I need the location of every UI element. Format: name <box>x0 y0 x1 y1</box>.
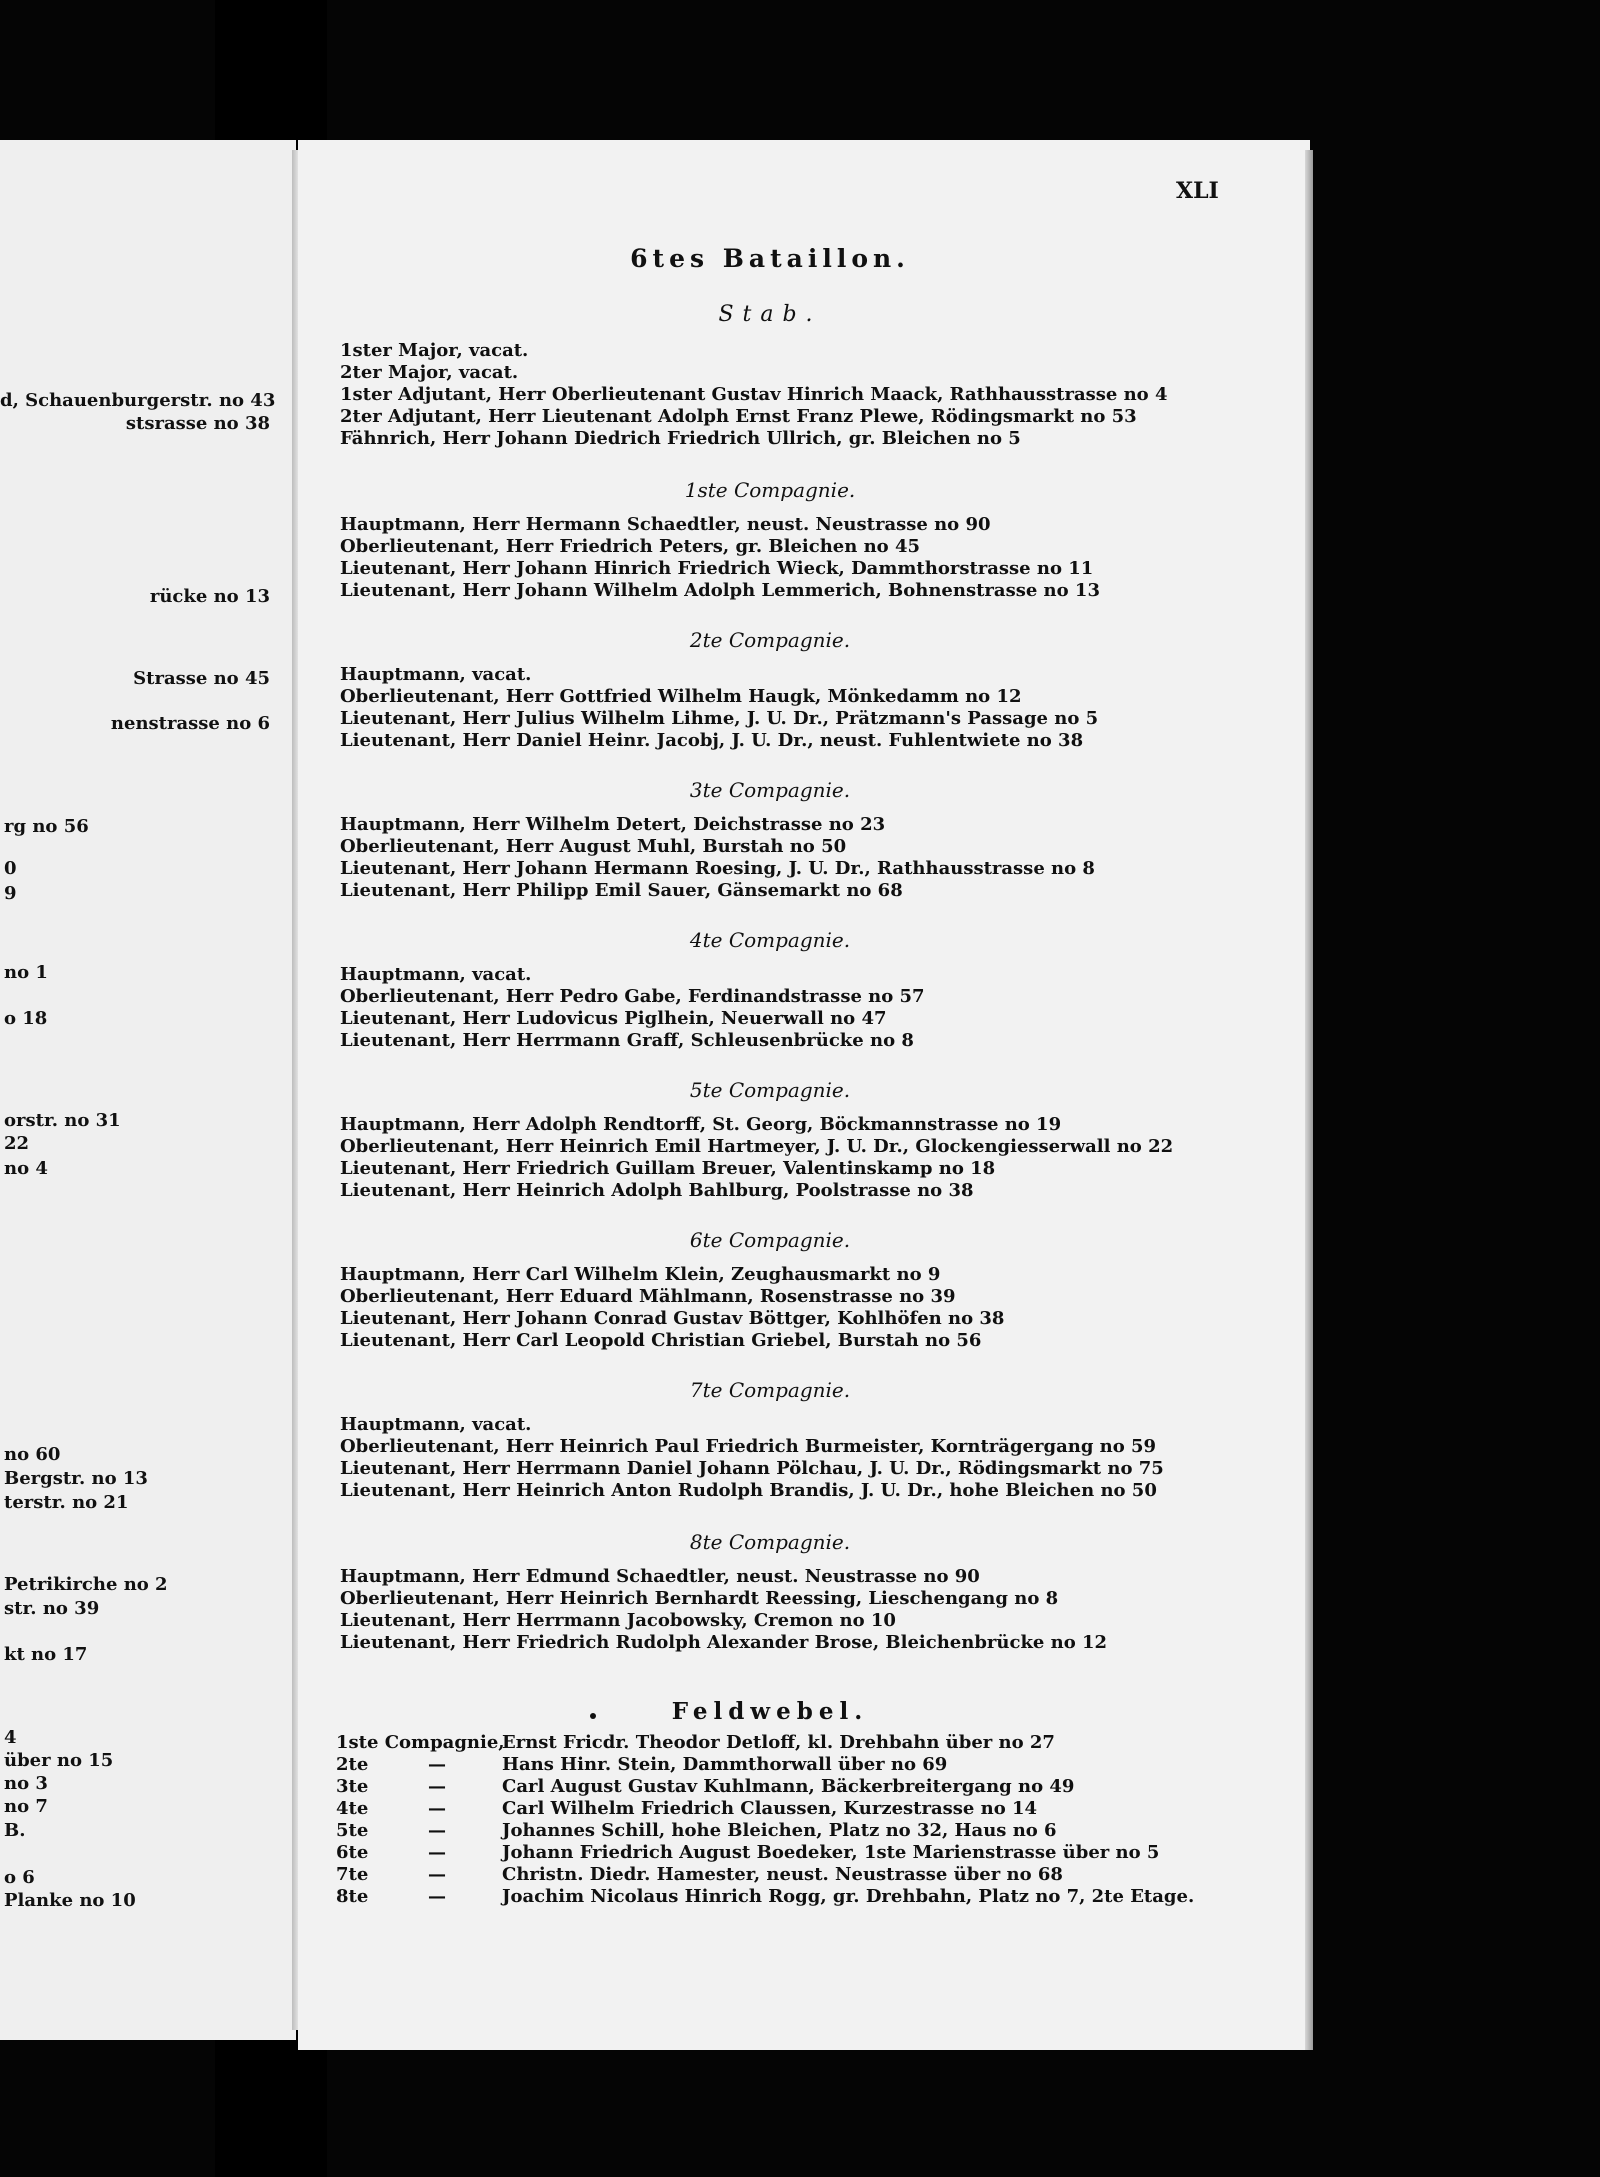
feldwebel-name: Johannes Schill, hohe Bleichen, Platz no 32, Haus no 6 <box>502 1820 1057 1841</box>
company-6-entry: Oberlieutenant, Herr Eduard Mählmann, Rosenstrasse no 39 <box>340 1286 956 1307</box>
feldwebel-name: Hans Hinr. Stein, Dammthorwall über no 69 <box>502 1754 948 1775</box>
left-page-fragment: no 7 <box>4 1796 48 1817</box>
company-7-entry: Lieutenant, Herr Herrmann Daniel Johann Pölchau, J. U. Dr., Rödingsmarkt no 75 <box>340 1458 1164 1479</box>
feldwebel-dash: — <box>428 1886 446 1907</box>
left-page <box>0 140 296 2040</box>
left-page-fragment: o 6 <box>4 1867 35 1888</box>
feldwebel-name: Carl August Gustav Kuhlmann, Bäckerbreitergang no 49 <box>502 1776 1075 1797</box>
company-3-entry: Oberlieutenant, Herr August Muhl, Burstah no 50 <box>340 836 847 857</box>
stab-entry: 2ter Adjutant, Herr Lieutenant Adolph Ernst Franz Plewe, Rödingsmarkt no 53 <box>340 406 1137 427</box>
feldwebel-dash: — <box>428 1776 446 1797</box>
company-2-entry: Oberlieutenant, Herr Gottfried Wilhelm Haugk, Mönkedamm no 12 <box>340 686 1022 707</box>
company-7-entry: Oberlieutenant, Herr Heinrich Paul Friedrich Burmeister, Kornträgergang no 59 <box>340 1436 1157 1457</box>
feldwebel-dash: — <box>428 1754 446 1775</box>
company-2-entry: Lieutenant, Herr Julius Wilhelm Lihme, J. U. Dr., Prätzmann's Passage no 5 <box>340 708 1099 729</box>
left-page-fragment: d, Schauenburgerstr. no 43 <box>0 390 276 411</box>
company-1-entry: Lieutenant, Herr Johann Wilhelm Adolph Lemmerich, Bohnenstrasse no 13 <box>340 580 1100 601</box>
stab-entry: Fähnrich, Herr Johann Diedrich Friedrich Ullrich, gr. Bleichen no 5 <box>340 428 1021 449</box>
company-heading-4: 4te Compagnie. <box>689 928 851 952</box>
feldwebel-name: Joachim Nicolaus Hinrich Rogg, gr. Drehbahn, Platz no 7, 2te Etage. <box>502 1886 1195 1907</box>
feldwebel-dash: — <box>428 1864 446 1885</box>
left-page-fragment: no 4 <box>4 1158 48 1179</box>
feldwebel-dash: — <box>428 1820 446 1841</box>
left-page-fragment: 22 <box>4 1133 30 1154</box>
feldwebel-name: Christn. Diedr. Hamester, neust. Neustrasse über no 68 <box>502 1864 1063 1885</box>
company-4-entry: Lieutenant, Herr Herrmann Graff, Schleusenbrücke no 8 <box>340 1030 914 1051</box>
left-page-fragment: orstr. no 31 <box>4 1110 121 1131</box>
feldwebel-company: 2te <box>336 1754 369 1775</box>
left-page-fragment: B. <box>4 1820 26 1841</box>
company-heading-7: 7te Compagnie. <box>689 1378 851 1402</box>
feldwebel-company: 6te <box>336 1842 369 1863</box>
left-page-fragment: Petrikirche no 2 <box>4 1574 168 1595</box>
company-1-entry: Oberlieutenant, Herr Friedrich Peters, gr. Bleichen no 45 <box>340 536 920 557</box>
company-8-entry: Oberlieutenant, Herr Heinrich Bernhardt Reessing, Lieschengang no 8 <box>340 1588 1059 1609</box>
company-6-entry: Lieutenant, Herr Carl Leopold Christian Griebel, Burstah no 56 <box>340 1330 982 1351</box>
company-3-entry: Lieutenant, Herr Johann Hermann Roesing, J. U. Dr., Rathhausstrasse no 8 <box>340 858 1095 879</box>
feldwebel-company: 3te <box>336 1776 369 1797</box>
company-2-entry: Lieutenant, Herr Daniel Heinr. Jacobj, J. U. Dr., neust. Fuhlentwiete no 38 <box>340 730 1084 751</box>
left-page-fragment: no 1 <box>4 962 48 983</box>
left-page-fragment: o 18 <box>4 1008 48 1029</box>
left-page-fragment: Bergstr. no 13 <box>4 1468 148 1489</box>
left-page-fragment: nenstrasse no 6 <box>110 713 270 734</box>
company-5-entry: Lieutenant, Herr Heinrich Adolph Bahlburg, Poolstrasse no 38 <box>340 1180 974 1201</box>
page-number: XLI <box>1176 178 1219 204</box>
company-4-entry: Oberlieutenant, Herr Pedro Gabe, Ferdinandstrasse no 57 <box>340 986 925 1007</box>
company-3-entry: Lieutenant, Herr Philipp Emil Sauer, Gänsemarkt no 68 <box>340 880 903 901</box>
feldwebel-dash: — <box>428 1798 446 1819</box>
left-page-fragment: über no 15 <box>4 1750 114 1771</box>
company-7-entry: Lieutenant, Herr Heinrich Anton Rudolph Brandis, J. U. Dr., hohe Bleichen no 50 <box>340 1480 1157 1501</box>
left-page-fragment: no 3 <box>4 1773 48 1794</box>
company-3-entry: Hauptmann, Herr Wilhelm Detert, Deichstrasse no 23 <box>340 814 886 835</box>
feldwebel-company: 7te <box>336 1864 369 1885</box>
feldwebel-name: Ernst Fricdr. Theodor Detloff, kl. Drehbahn über no 27 <box>502 1732 1055 1753</box>
company-5-entry: Hauptmann, Herr Adolph Rendtorff, St. Georg, Böckmannstrasse no 19 <box>340 1114 1062 1135</box>
left-page-fragment: 9 <box>4 883 17 904</box>
left-page-fragment: Strasse no 45 <box>133 668 270 689</box>
feldwebel-name: Carl Wilhelm Friedrich Claussen, Kurzestrasse no 14 <box>502 1798 1038 1819</box>
company-1-entry: Hauptmann, Herr Hermann Schaedtler, neust. Neustrasse no 90 <box>340 514 991 535</box>
company-2-entry: Hauptmann, vacat. <box>340 664 532 685</box>
left-page-fragment: stsrasse no 38 <box>125 413 270 434</box>
page-edge <box>1305 150 1313 2050</box>
company-heading-6: 6te Compagnie. <box>689 1228 851 1252</box>
company-6-entry: Hauptmann, Herr Carl Wilhelm Klein, Zeughausmarkt no 9 <box>340 1264 941 1285</box>
company-7-entry: Hauptmann, vacat. <box>340 1414 532 1435</box>
company-1-entry: Lieutenant, Herr Johann Hinrich Friedrich Wieck, Dammthorstrasse no 11 <box>340 558 1094 579</box>
left-page-fragment: rücke no 13 <box>149 586 270 607</box>
company-6-entry: Lieutenant, Herr Johann Conrad Gustav Böttger, Kohlhöfen no 38 <box>340 1308 1005 1329</box>
company-5-entry: Lieutenant, Herr Friedrich Guillam Breuer, Valentinskamp no 18 <box>340 1158 996 1179</box>
company-heading-8: 8te Compagnie. <box>689 1530 851 1554</box>
company-heading-2: 2te Compagnie. <box>689 628 851 652</box>
left-page-fragment: 4 <box>4 1727 17 1748</box>
left-page-fragment: 0 <box>4 858 17 879</box>
company-8-entry: Hauptmann, Herr Edmund Schaedtler, neust. Neustrasse no 90 <box>340 1566 980 1587</box>
company-8-entry: Lieutenant, Herr Herrmann Jacobowsky, Cremon no 10 <box>340 1610 896 1631</box>
stab-entry: 2ter Major, vacat. <box>340 362 519 383</box>
stab-heading: Stab. <box>718 302 822 327</box>
stab-entry: 1ster Major, vacat. <box>340 340 529 361</box>
feldwebel-company: 8te <box>336 1886 369 1907</box>
company-heading-1: 1ste Compagnie. <box>684 478 856 502</box>
left-page-fragment: no 60 <box>4 1444 61 1465</box>
company-heading-5: 5te Compagnie. <box>689 1078 851 1102</box>
company-8-entry: Lieutenant, Herr Friedrich Rudolph Alexander Brose, Bleichenbrücke no 12 <box>340 1632 1108 1653</box>
company-5-entry: Oberlieutenant, Herr Heinrich Emil Hartmeyer, J. U. Dr., Glockengiesserwall no 22 <box>340 1136 1174 1157</box>
left-page-fragment: terstr. no 21 <box>4 1492 129 1513</box>
company-4-entry: Lieutenant, Herr Ludovicus Piglhein, Neuerwall no 47 <box>340 1008 887 1029</box>
left-page-fragment: str. no 39 <box>4 1598 100 1619</box>
left-page-fragment: kt no 17 <box>4 1644 88 1665</box>
stab-entry: 1ster Adjutant, Herr Oberlieutenant Gustav Hinrich Maack, Rathhausstrasse no 4 <box>340 384 1168 405</box>
feldwebel-company: 4te <box>336 1798 369 1819</box>
feldwebel-heading: Feldwebel. <box>671 1698 869 1725</box>
left-page-fragment: Planke no 10 <box>4 1890 136 1911</box>
company-4-entry: Hauptmann, vacat. <box>340 964 532 985</box>
page-title: 6tes Bataillon. <box>630 244 910 273</box>
company-heading-3: 3te Compagnie. <box>689 778 851 802</box>
left-page-fragment: rg no 56 <box>4 816 89 837</box>
feldwebel-company: 1ste Compagnie, <box>336 1732 505 1753</box>
feldwebel-name: Johann Friedrich August Boedeker, 1ste Marienstrasse über no 5 <box>502 1842 1160 1863</box>
feldwebel-dash: — <box>428 1842 446 1863</box>
feldwebel-company: 5te <box>336 1820 369 1841</box>
